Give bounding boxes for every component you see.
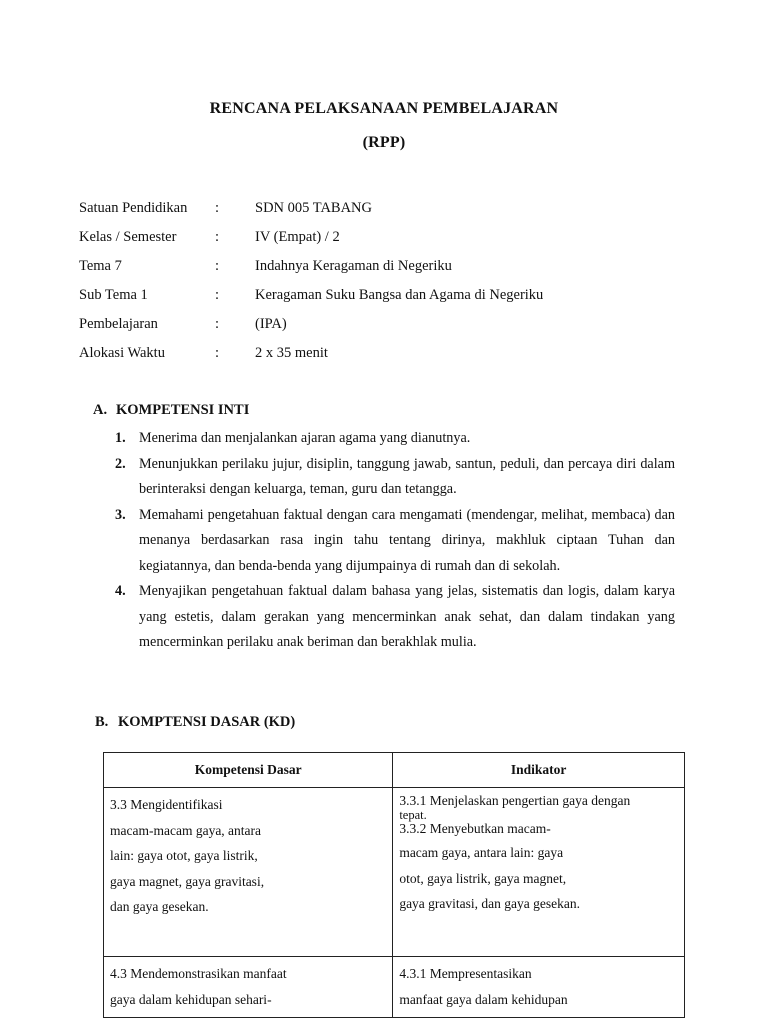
- list-item-text: Menunjukkan perilaku jujur, disiplin, tanggung jawab, santun, peduli, dan percaya diri dalam berinteraksi dengan keluarga, teman, guru dan tetangga.: [139, 455, 675, 497]
- info-value: SDN 005 TABANG: [255, 200, 372, 216]
- list-item-text: Menyajikan pengetahuan faktual dalam bahasa yang jelas, sistematis dan logis, dalam karya yang estetis, dalam gerakan yang mencerminkan anak sehat, dan dalam tindakan yang mencerminkan perilaku anak beriman dan berakhlak mulia.: [139, 583, 675, 650]
- table-cell-kd: [104, 788, 393, 957]
- info-row-tema: [79, 258, 699, 287]
- table-cell-indikator: [393, 788, 685, 957]
- info-colon: :: [215, 229, 220, 245]
- column-header-indikator: Indikator: [393, 753, 685, 788]
- list-item: [115, 452, 675, 503]
- document-title: RENCANA PELAKSANAAN PEMBELAJARAN: [209, 100, 559, 117]
- cell-line: 3.3.1 Menjelaskan pengertian gaya dengan: [399, 793, 631, 808]
- cell-line: 4.3 Mendemonstrasikan manfaat: [110, 966, 287, 981]
- info-row-pembelajaran: [79, 316, 699, 345]
- cell-line: macam-macam gaya, antara: [110, 822, 262, 838]
- cell-line: tepat.: [399, 808, 427, 822]
- cell-line: gaya gravitasi, dan gaya gesekan.: [399, 896, 580, 911]
- cell-line: 3.3.2 Menyebutkan macam-: [399, 821, 551, 836]
- info-value: 2 x 35 menit: [255, 345, 328, 361]
- info-label: Tema 7: [79, 258, 122, 274]
- list-item-text: Memahami pengetahuan faktual dengan cara mengamati (mendengar, melihat, membaca) dan menanya berdasarkan rasa ingin tahu tentang dirinya, makhluk ciptaan Tuhan dan kegiatannya, dan benda-benda yang dijumpainya di rumah dan di sekolah.: [139, 506, 675, 574]
- cell-line: 4.3.1 Mempresentasikan: [399, 966, 532, 981]
- list-item-number: 1.: [115, 430, 126, 446]
- cell-line: gaya dalam kehidupan sehari-: [110, 991, 272, 1007]
- cell-line: gaya magnet, gaya gravitasi,: [110, 873, 265, 889]
- list-item-text: Menerima dan menjalankan ajaran agama yang dianutnya.: [139, 430, 471, 446]
- info-value: IV (Empat) / 2: [255, 229, 340, 245]
- info-label: Sub Tema 1: [79, 287, 148, 303]
- info-row-kelas-semester: [79, 229, 699, 258]
- info-value: (IPA): [255, 316, 287, 332]
- info-colon: :: [215, 258, 220, 274]
- section-title: KOMPTENSI DASAR (KD): [118, 714, 296, 730]
- cell-line: 3.3 Mengidentifikasi: [110, 797, 223, 812]
- info-label: Kelas / Semester: [79, 229, 177, 245]
- table-row: [104, 788, 685, 957]
- info-colon: :: [215, 316, 220, 332]
- kompetensi-dasar-table: [103, 752, 685, 1018]
- info-label: Satuan Pendidikan: [79, 200, 188, 216]
- section-title: KOMPETENSI INTI: [116, 402, 250, 418]
- list-item: [115, 503, 675, 580]
- info-row-alokasi-waktu: [79, 345, 699, 374]
- info-colon: :: [215, 287, 220, 303]
- table-row: [104, 957, 685, 1018]
- column-header-kompetensi-dasar: Kompetensi Dasar: [104, 753, 393, 788]
- list-item-number: 3.: [115, 506, 126, 523]
- table-cell-indikator: [393, 957, 685, 1018]
- cell-line: lain: gaya otot, gaya listrik,: [110, 848, 258, 863]
- info-colon: :: [215, 200, 220, 216]
- section-letter: B.: [95, 714, 109, 730]
- list-item-number: 2.: [115, 455, 126, 472]
- info-value: Keragaman Suku Bangsa dan Agama di Negeriku: [255, 287, 544, 303]
- section-letter: A.: [93, 402, 108, 418]
- cell-line: manfaat gaya dalam kehidupan: [399, 991, 568, 1007]
- table-header-row: [104, 753, 685, 788]
- info-colon: :: [215, 345, 220, 361]
- info-label: Pembelajaran: [79, 316, 158, 332]
- list-item-number: 4.: [115, 583, 126, 599]
- identity-info-table: [79, 200, 699, 374]
- cell-line: macam gaya, antara lain: gaya: [399, 845, 564, 860]
- info-label: Alokasi Waktu: [79, 345, 165, 361]
- list-item: [115, 579, 675, 656]
- list-item: [115, 426, 675, 452]
- table-cell-kd: [104, 957, 393, 1018]
- info-row-sub-tema: [79, 287, 699, 316]
- cell-line: otot, gaya listrik, gaya magnet,: [399, 870, 567, 886]
- kompetensi-inti-list: [115, 426, 675, 656]
- info-row-satuan-pendidikan: [79, 200, 699, 229]
- document-subtitle: (RPP): [362, 134, 406, 151]
- cell-line: dan gaya gesekan.: [110, 899, 209, 914]
- info-value: Indahnya Keragaman di Negeriku: [255, 258, 452, 274]
